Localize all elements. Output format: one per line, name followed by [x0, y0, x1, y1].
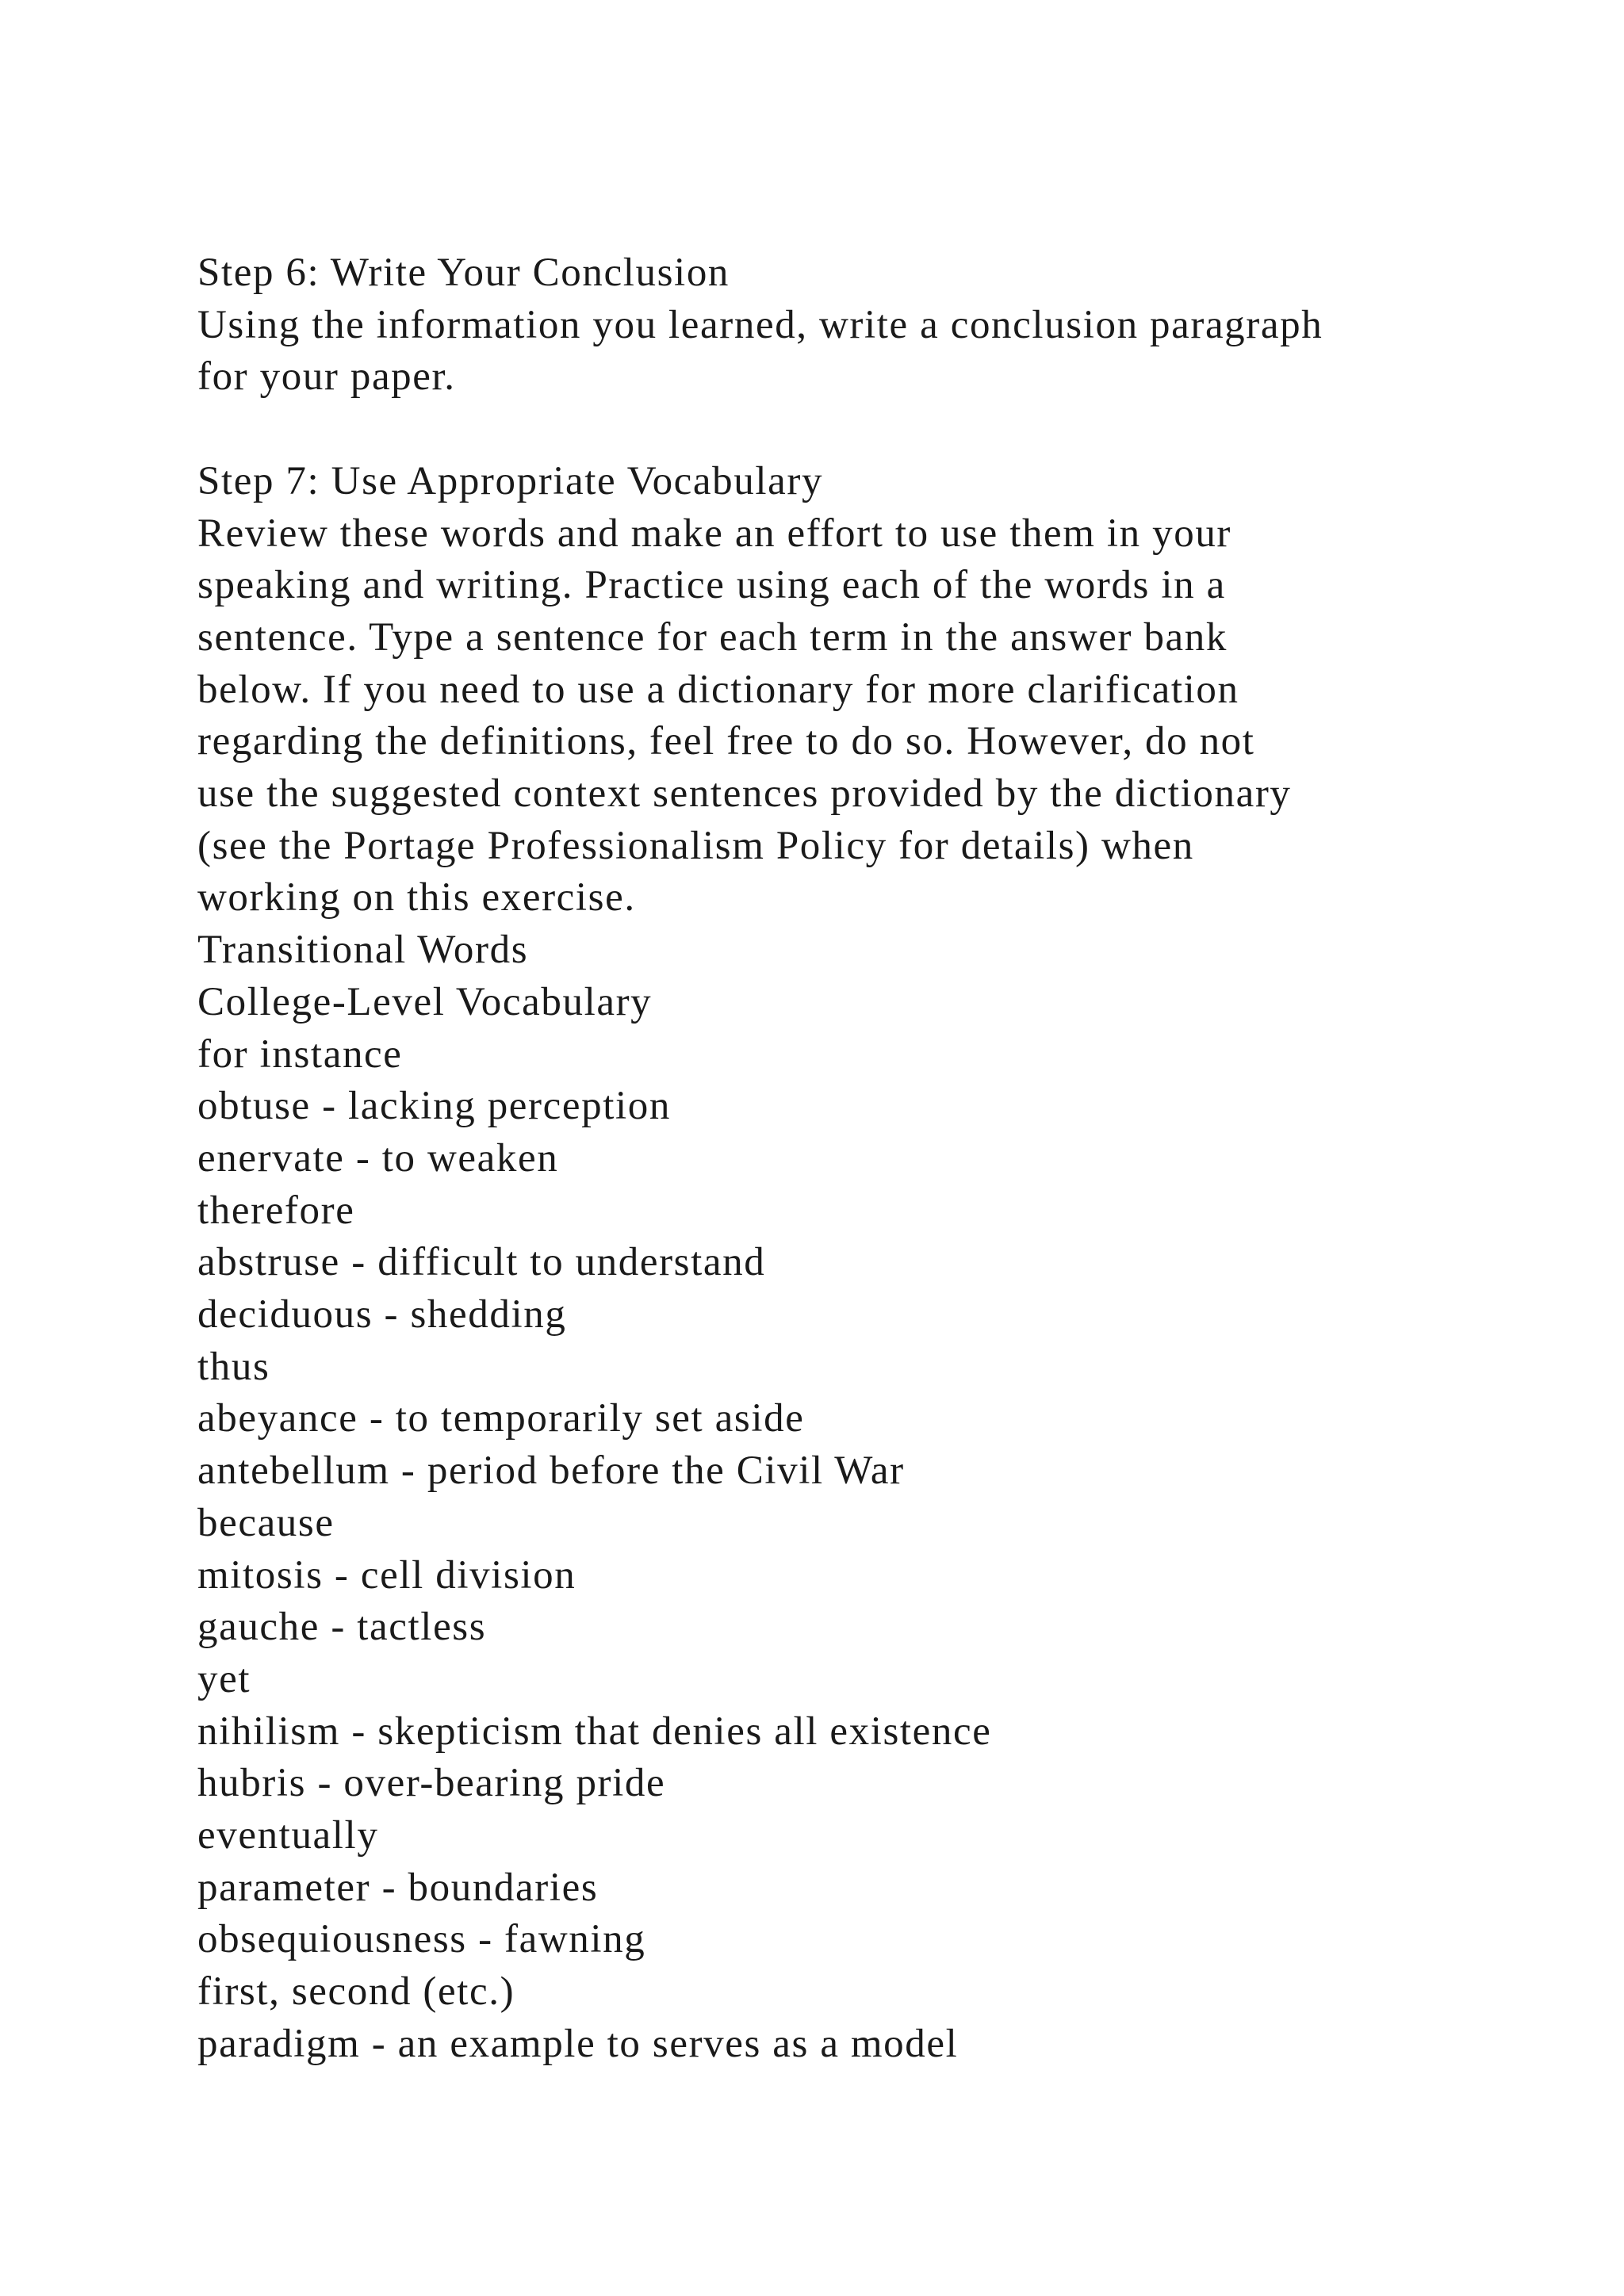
step6-heading: Step 6: Write Your Conclusion: [197, 251, 730, 295]
document-text: [197, 247, 1545, 2071]
vocab-item: deciduous - shedding: [197, 1292, 567, 1337]
step7-body-line: (see the Portage Professionalism Policy for details) when: [197, 823, 1194, 868]
vocab-item: yet: [197, 1656, 251, 1701]
step7-body-line: speaking and writing. Practice using each of the words in a: [197, 563, 1226, 608]
vocab-item: obsequiousness - fawning: [197, 1917, 646, 1962]
step7-body-line: working on this exercise.: [197, 875, 636, 920]
step6-body-line: for your paper.: [197, 354, 456, 400]
vocab-item: abeyance - to temporarily set aside: [197, 1396, 805, 1441]
vocab-item: therefore: [197, 1188, 355, 1233]
vocab-item: mitosis - cell division: [197, 1552, 576, 1598]
vocab-item: parameter - boundaries: [197, 1865, 599, 1910]
vocab-item: gauche - tactless: [197, 1605, 487, 1650]
vocab-col2-header: College-Level Vocabulary: [197, 979, 653, 1024]
vocab-item: nihilism - skepticism that denies all existence: [197, 1709, 992, 1754]
step7-body-line: use the suggested context sentences provided by the dictionary: [197, 771, 1292, 817]
vocab-item: antebellum - period before the Civil War: [197, 1448, 905, 1494]
step7-body-line: Review these words and make an effort to use them in your: [197, 511, 1232, 556]
vocab-item: eventually: [197, 1813, 379, 1858]
step7-body-line: below. If you need to use a dictionary for more clarification: [197, 667, 1239, 712]
step7-body-line: regarding the definitions, feel free to do so. However, do not: [197, 719, 1255, 764]
vocab-item: paradigm - an example to serves as a model: [197, 2021, 959, 2066]
vocab-item: abstruse - difficult to understand: [197, 1240, 766, 1285]
vocab-col1-header: Transitional Words: [197, 928, 529, 973]
vocab-item: obtuse - lacking perception: [197, 1084, 671, 1129]
step6-body-line: Using the information you learned, write a conclusion paragraph: [197, 302, 1323, 347]
vocab-item: first, second (etc.): [197, 1969, 515, 2015]
step7-body-line: sentence. Type a sentence for each term in the answer bank: [197, 614, 1228, 660]
vocab-item: thus: [197, 1344, 270, 1389]
vocab-item: because: [197, 1500, 335, 1545]
step7-heading: Step 7: Use Appropriate Vocabulary: [197, 458, 824, 503]
paragraph-spacer: [197, 404, 1545, 456]
vocab-item: hubris - over-bearing pride: [197, 1761, 666, 1806]
vocab-item: enervate - to weaken: [197, 1135, 559, 1181]
vocab-item: for instance: [197, 1031, 403, 1077]
